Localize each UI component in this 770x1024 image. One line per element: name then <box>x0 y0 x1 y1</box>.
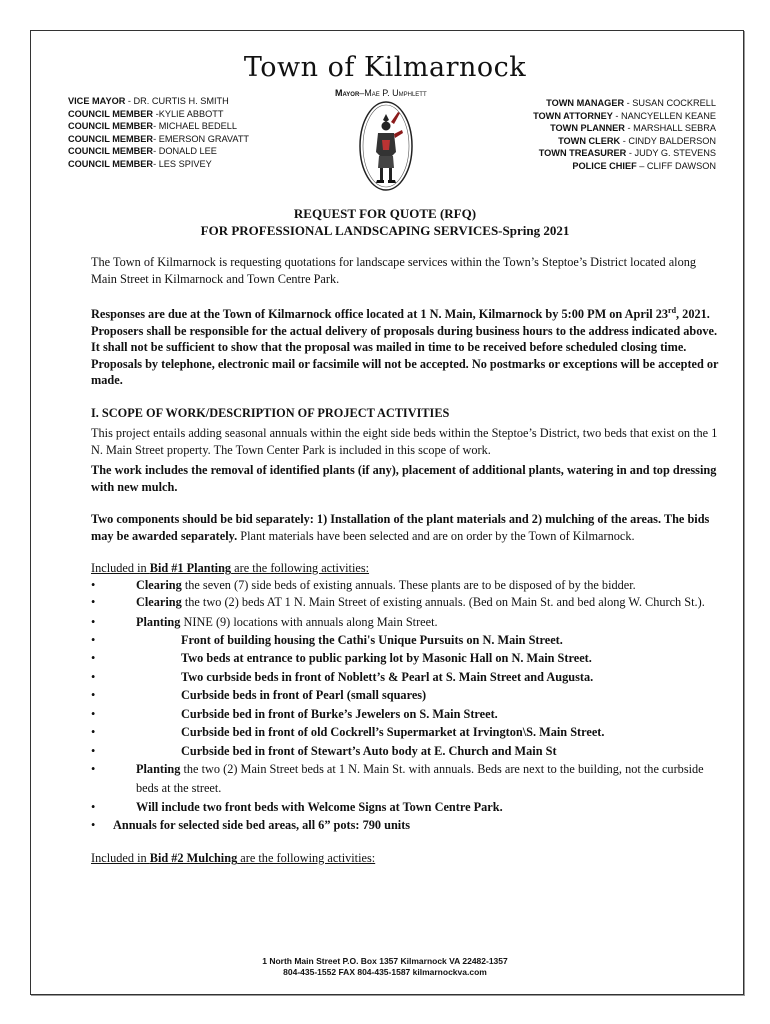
town-title: Town of Kilmarnock <box>243 52 527 83</box>
staff-row: TOWN MANAGER - SUSAN COCKRELL <box>546 98 716 108</box>
list-item: • Curbside bed in front of Stewart’s Auto body at E. Church and Main St <box>91 743 557 758</box>
council-row: COUNCIL MEMBER -KYLIE ABBOTT <box>68 108 224 119</box>
mayor-label: Mayor <box>335 88 360 98</box>
staff-list <box>533 97 716 172</box>
footer-line2: 804-435-1552 FAX 804-435-1587 kilmarnockva.com <box>283 967 487 977</box>
list-item: • Planting the two (2) Main Street beds at 1 N. Main St. with annuals. Beds are next to the building, not the curbside beds at the street. <box>91 762 704 796</box>
intro-paragraph: The Town of Kilmarnock is requesting quotations for landscape services within the Town’s Steptoe’s District located along Main Street in Kilmarnock and Town Centre Park. <box>91 255 697 286</box>
list-item: • Will include two front beds with Welcome Signs at Town Centre Park. <box>91 800 503 815</box>
work-paragraph: The work includes the removal of identified plants (if any), placement of additional plants, watering in and top dressing with new mulch. <box>91 463 717 494</box>
bid2-intro: Included in Bid #2 Mulching are the following activities: <box>91 851 376 866</box>
rfq-title-line2: FOR PROFESSIONAL LANDSCAPING SERVICES-Spring 2021 <box>200 223 570 238</box>
responses-paragraph: Responses are due at the Town of Kilmarnock office located at 1 N. Main, Kilmarnock by 5:00 PM on April 23rd, 2021. Proposers shall be responsible for the actual delivery of proposals during business hours to the address indicated above. It shall not be sufficient to show that the proposal was mailed in time to be received before scheduled closing time. Proposals by telephone, electronic mail or facsimile will not be accepted. No postmarks or exceptions will be accepted or made. <box>91 306 719 388</box>
list-item: • Two beds at entrance to public parking lot by Masonic Hall on N. Main Street. <box>91 651 592 666</box>
rfq-title-line1: REQUEST FOR QUOTE (RFQ) <box>293 206 477 221</box>
list-item: • Two curbside beds in front of Noblett’s & Pearl at S. Main Street and Augusta. <box>91 669 594 684</box>
mayor-line <box>335 88 427 98</box>
document-body <box>91 254 721 867</box>
staff-row: TOWN ATTORNEY - NANCYELLEN KEANE <box>533 110 716 121</box>
mayor-name: –Mae P. Umphlett <box>359 88 427 98</box>
council-row: COUNCIL MEMBER- LES SPIVEY <box>68 158 212 169</box>
rfq-title <box>0 205 770 239</box>
list-item: • Planting NINE (9) locations with annuals along Main Street. <box>91 615 438 630</box>
staff-row: TOWN TREASURER - JUDY G. STEVENS <box>538 148 716 158</box>
list-item: • Clearing the seven (7) side beds of existing annuals. These plants are to be disposed of by the bidder. <box>91 577 636 592</box>
list-item: • Front of building housing the Cathi's Unique Pursuits on N. Main Street. <box>91 632 563 647</box>
footer-address <box>0 956 770 978</box>
list-item: • Curbside bed in front of Burke’s Jewelers on S. Main Street. <box>91 706 498 721</box>
staff-row: TOWN PLANNER - MARSHALL SEBRA <box>550 123 716 133</box>
council-list <box>68 95 249 170</box>
scope-paragraph: This project entails adding seasonal annuals within the eight side beds within the Steptoe’s District, two beds that exist on the 1 N. Main Street property. The Town Center Park is included in this scope of work. <box>91 426 718 457</box>
scope-heading: I. SCOPE OF WORK/DESCRIPTION OF PROJECT ACTIVITIES <box>91 405 450 420</box>
council-row: COUNCIL MEMBER- MICHAEL BEDELL <box>68 121 237 131</box>
council-row: COUNCIL MEMBER- EMERSON GRAVATT <box>68 133 250 144</box>
town-seal-icon <box>358 100 414 192</box>
footer-line1: 1 North Main Street P.O. Box 1357 Kilmarnock VA 22482-1357 <box>262 956 508 966</box>
list-item: • Curbside bed in front of old Cockrell’s Supermarket at Irvington\S. Main Street. <box>91 725 605 740</box>
staff-row: POLICE CHIEF – CLIFF DAWSON <box>572 160 716 171</box>
council-row: COUNCIL MEMBER- DONALD LEE <box>68 146 217 156</box>
staff-row: TOWN CLERK - CINDY BALDERSON <box>558 135 716 146</box>
list-item: • Curbside beds in front of Pearl (small squares) <box>91 688 427 703</box>
components-paragraph: Two components should be bid separately: 1) Installation of the plant materials and 2) mulching of the areas. The bids may be awarded separately. Plant materials have been selected and are on order by the Town of Kilmarnock. <box>91 512 710 543</box>
list-item: • Clearing the two (2) beds AT 1 N. Main Street of existing annuals. (Bed on Main St. and bed along W. Church St.). <box>91 595 705 610</box>
list-item: • Annuals for selected side bed areas, all 6” pots: 790 units <box>91 818 411 833</box>
bid1-intro: Included in Bid #1 Planting are the following activities: <box>91 561 370 576</box>
council-row: VICE MAYOR - DR. CURTIS H. SMITH <box>68 96 229 106</box>
